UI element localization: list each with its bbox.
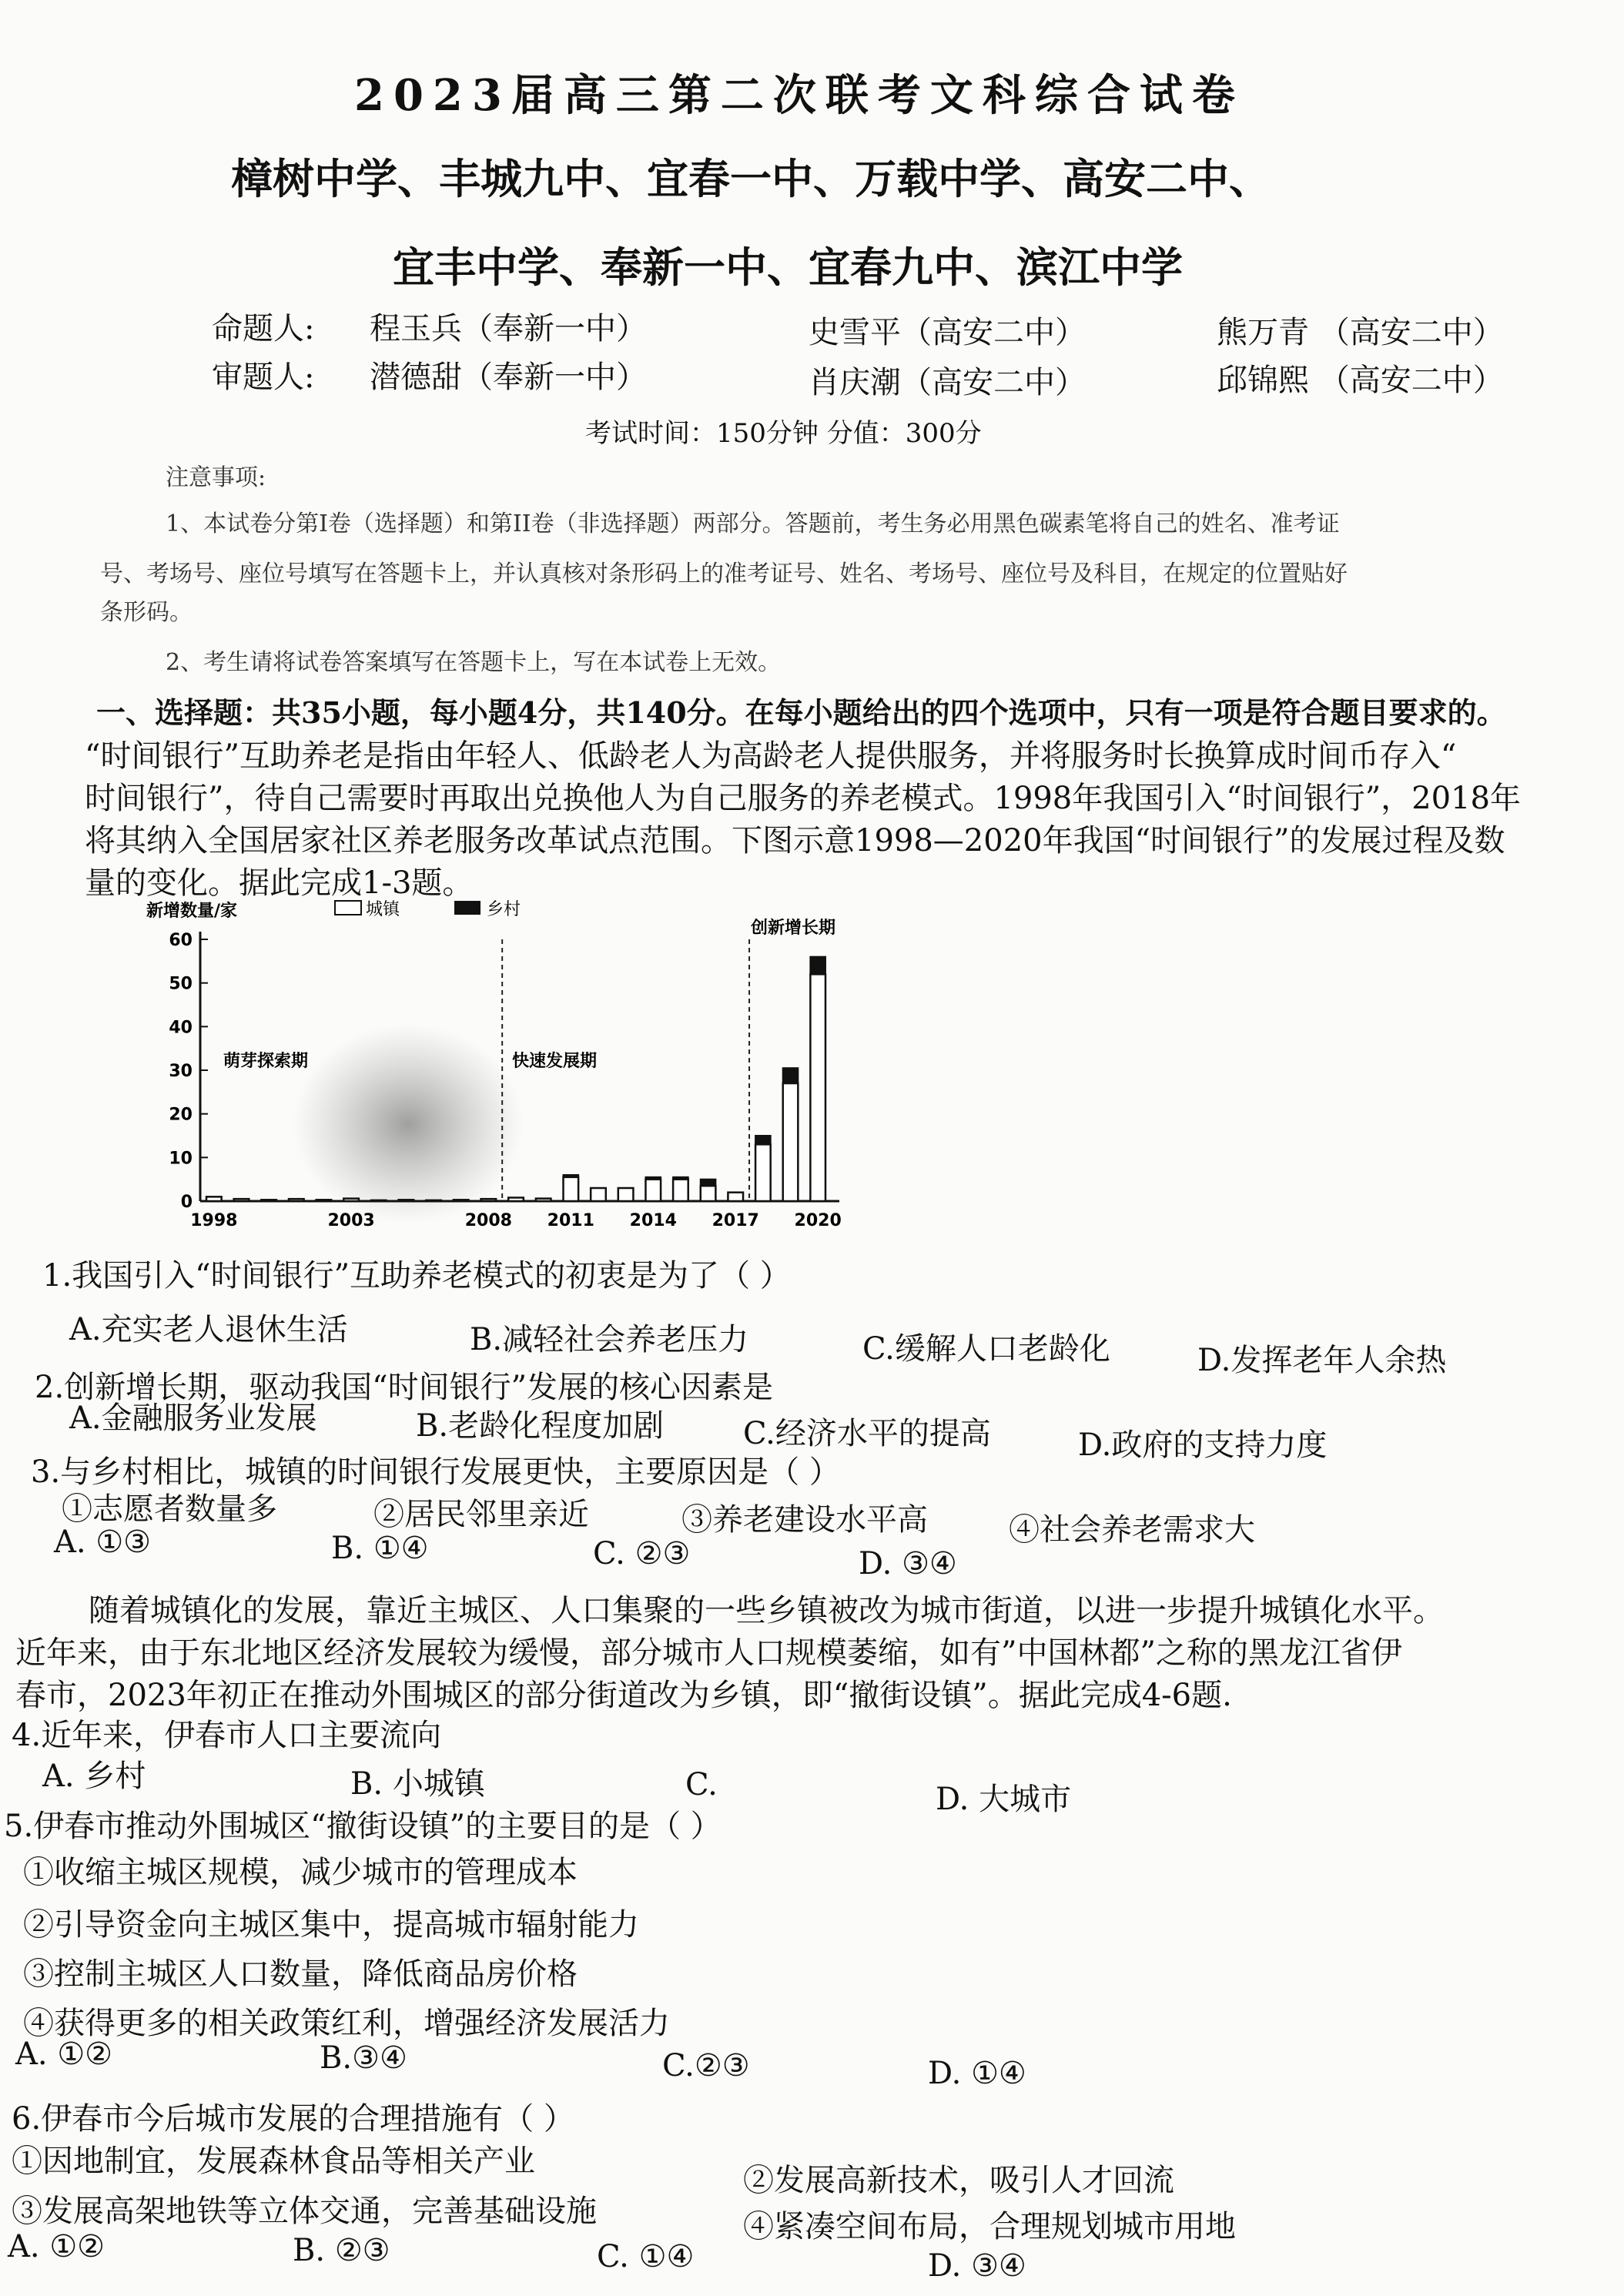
schools-line-1: 樟树中学、丰城九中、宜春一中、万载中学、高安二中、 <box>231 154 1271 203</box>
note-1-line-3: 条形码。 <box>100 599 193 626</box>
x-tick-label: 2020 <box>794 1211 842 1230</box>
legend-label-rural: 乡村 <box>487 900 521 919</box>
q4-option-d: D. 大城市 <box>936 1782 1072 1817</box>
q3-option-c: C. ②③ <box>593 1536 691 1571</box>
bar-urban <box>810 974 825 1201</box>
bar-rural <box>673 1177 688 1180</box>
q3-statement-3: ③养老建设水平高 <box>681 1502 928 1538</box>
bar-rural <box>810 957 825 975</box>
reviewer-1: 潜德甜（奉新一中） <box>370 360 647 395</box>
q5-option-a: A. ①② <box>15 2037 113 2072</box>
q3-statement-4: ④社会养老需求大 <box>1009 1512 1255 1548</box>
passage-2-line-2: 近年来，由于东北地区经济发展较为缓慢，部分城市人口规模萎缩，如有”中国林都”之称的黑龙江省伊 <box>15 1635 1402 1671</box>
x-tick-label: 2003 <box>327 1211 375 1230</box>
q3-option-d: D. ③④ <box>859 1546 957 1581</box>
schools-line-2: 宜丰中学、奉新一中、宜春九中、滨江中学 <box>393 243 1183 292</box>
setter-2: 史雪平（高安二中） <box>809 315 1086 350</box>
q6-statement-4: ④紧凑空间布局，合理规划城市用地 <box>743 2209 1236 2244</box>
y-tick-label: 30 <box>169 1062 193 1081</box>
bar-urban <box>728 1193 743 1201</box>
bar-rural <box>755 1136 771 1144</box>
passage-1-line-4: 量的变化。据此完成1-3题。 <box>85 865 474 901</box>
bar-rural <box>701 1180 716 1186</box>
y-tick-label: 40 <box>169 1018 193 1038</box>
note-2: 2、考生请将试卷答案填写在答题卡上，写在本试卷上无效。 <box>166 649 782 676</box>
passage-1-line-2: 时间银行”，待自己需要时再取出兑换他人为自己服务的养老模式。1998年我国引入“时间银行”，2018年 <box>85 781 1521 816</box>
bar-urban <box>481 1199 497 1201</box>
q6-option-d: D. ③④ <box>928 2248 1026 2284</box>
x-tick-label: 2011 <box>547 1211 594 1230</box>
q6-option-c: C. ①④ <box>597 2239 695 2274</box>
q5-option-b: B.③④ <box>320 2040 407 2076</box>
bar-urban <box>564 1177 579 1201</box>
passage-1-line-1: “时间银行”互助养老是指由年轻人、低龄老人为高龄老人提供服务，并将服务时长换算成时间币存入“ <box>85 738 1457 774</box>
setters-label: 命题人: <box>212 311 315 346</box>
question-5-stem: 5.伊春市推动外围城区“撤街设镇”的主要目的是（ ） <box>4 1809 722 1844</box>
time-bank-chart <box>139 893 878 1255</box>
q1-option-a: A.充实老人退休生活 <box>69 1312 348 1347</box>
q4-option-c: C. <box>685 1767 718 1802</box>
setter-1: 程玉兵（奉新一中） <box>370 311 647 346</box>
exam-info: 考试时间：150分钟 分值：300分 <box>585 418 982 449</box>
bar-rural <box>645 1177 661 1180</box>
x-tick-label: 2014 <box>629 1211 677 1230</box>
x-tick-label: 2008 <box>464 1211 512 1230</box>
question-6-stem: 6.伊春市今后城市发展的合理措施有（ ） <box>12 2101 574 2137</box>
period-label-2: 快速发展期 <box>512 1052 598 1071</box>
x-tick-label: 1998 <box>190 1211 238 1230</box>
y-tick-label: 10 <box>169 1149 193 1169</box>
q6-statement-1: ①因地制宜，发展森林食品等相关产业 <box>12 2144 535 2179</box>
bar-urban <box>454 1200 469 1201</box>
bar-urban <box>343 1199 359 1201</box>
bar-rural <box>783 1068 799 1083</box>
y-tick-label: 20 <box>169 1105 193 1125</box>
passage-1-line-3: 将其纳入全国居家社区养老服务改革试点范围。下图示意1998—2020年我国“时间银行”的发展过程及数 <box>85 823 1505 858</box>
notes-heading: 注意事项: <box>166 464 266 491</box>
q5-option-d: D. ①④ <box>928 2056 1026 2091</box>
bar-urban <box>645 1180 661 1201</box>
bar-urban <box>426 1200 441 1201</box>
q4-option-a: A. 乡村 <box>42 1759 146 1794</box>
bar-urban <box>673 1180 688 1201</box>
setter-3: 熊万青 （高安二中） <box>1217 315 1504 350</box>
bar-urban <box>371 1200 387 1201</box>
bar-urban <box>783 1083 799 1201</box>
reviewers-label: 审题人: <box>212 360 315 395</box>
q6-statement-3: ③发展高架地铁等立体交通，完善基础设施 <box>12 2194 597 2229</box>
question-3-stem: 3.与乡村相比，城镇的时间银行发展更快，主要原因是（ ） <box>31 1454 840 1490</box>
period-label-1: 萌芽探索期 <box>223 1052 309 1071</box>
legend-swatch-rural <box>454 901 481 915</box>
note-1-line-2: 号、考场号、座位号填写在答题卡上，并认真核对条形码上的准考证号、姓名、考场号、座位号及科目，在规定的位置贴好 <box>100 561 1348 587</box>
q3-statement-2: ②居民邻里亲近 <box>373 1497 589 1532</box>
q6-option-b: B. ②③ <box>293 2233 390 2268</box>
q2-option-c: C.经济水平的提高 <box>743 1416 991 1451</box>
reviewer-3: 邱锦熙 （高安二中） <box>1217 363 1504 398</box>
legend-label-urban: 城镇 <box>366 900 400 919</box>
chart-ylabel: 新增数量/家 <box>146 902 238 921</box>
q6-option-a: A. ①② <box>8 2229 105 2264</box>
q2-option-a: A.金融服务业发展 <box>69 1401 317 1436</box>
question-1-stem: 1.我国引入“时间银行”互助养老模式的初衷是为了（ ） <box>42 1258 791 1294</box>
y-tick-label: 50 <box>169 974 193 994</box>
q5-statement-2: ②引导资金向主城区集中，提高城市辐射能力 <box>23 1907 639 1943</box>
q3-option-a: A. ①③ <box>54 1525 152 1560</box>
bar-urban <box>261 1200 276 1201</box>
bar-urban <box>536 1199 551 1201</box>
bar-urban <box>591 1188 606 1201</box>
bar-urban <box>206 1197 222 1201</box>
q2-option-d: D.政府的支持力度 <box>1078 1427 1328 1463</box>
scan-smudge <box>293 1024 524 1224</box>
question-2-stem: 2.创新增长期，驱动我国“时间银行”发展的核心因素是 <box>35 1370 774 1405</box>
legend-swatch-urban <box>335 901 361 915</box>
bar-urban <box>234 1199 249 1201</box>
bar-urban <box>618 1188 634 1201</box>
q3-option-b: B. ①④ <box>331 1531 429 1566</box>
q1-option-b: B.减轻社会养老压力 <box>470 1322 749 1357</box>
bar-urban <box>755 1144 771 1201</box>
exam-title: 2023届高三第二次联考文科综合试卷 <box>354 70 1244 121</box>
q5-option-c: C.②③ <box>662 2048 750 2083</box>
note-1-line-1: 1、本试卷分第I卷（选择题）和第II卷（非选择题）两部分。答题前，考生务必用黑色碳素笔将自己的姓名、准考证 <box>166 510 1340 537</box>
bar-urban <box>399 1200 414 1201</box>
passage-2-line-3: 春市，2023年初正在推动外围城区的部分街道改为乡镇，即“撤街设镇”。据此完成4-6题. <box>15 1678 1232 1713</box>
q4-option-b: B. 小城镇 <box>350 1766 485 1802</box>
bar-urban <box>701 1186 716 1201</box>
q1-option-d: D.发挥老年人余热 <box>1197 1343 1447 1378</box>
period-label-3: 创新增长期 <box>751 919 836 938</box>
bar-urban <box>316 1200 332 1201</box>
bar-rural <box>564 1175 579 1177</box>
q5-statement-1: ①收缩主城区规模，减少城市的管理成本 <box>23 1855 578 1890</box>
passage-2-line-1: 随着城镇化的发展，靠近主城区、人口集聚的一些乡镇被改为城市街道，以进一步提升城镇化水平。 <box>89 1593 1444 1628</box>
bar-urban <box>289 1199 304 1201</box>
q6-statement-2: ②发展高新技术，吸引人才回流 <box>743 2163 1174 2198</box>
section-1-heading: 一、选择题：共35小题，每小题4分，共140分。在每小题给出的四个选项中，只有一项是符合题目要求的。 <box>96 695 1506 730</box>
q2-option-b: B.老龄化程度加剧 <box>416 1408 665 1444</box>
q3-statement-1: ①志愿者数量多 <box>62 1491 277 1527</box>
x-tick-label: 2017 <box>712 1211 759 1230</box>
question-4-stem: 4.近年来，伊春市人口主要流向 <box>12 1718 442 1753</box>
bar-urban <box>508 1197 524 1201</box>
q5-statement-4: ④获得更多的相关政策红利，增强经济发展活力 <box>23 2006 670 2041</box>
q5-statement-3: ③控制主城区人口数量，降低商品房价格 <box>23 1956 578 1992</box>
y-tick-label: 0 <box>180 1193 193 1212</box>
q1-option-c: C.缓解人口老龄化 <box>862 1331 1110 1367</box>
reviewer-2: 肖庆潮（高安二中） <box>809 365 1086 400</box>
y-tick-label: 60 <box>169 931 193 950</box>
